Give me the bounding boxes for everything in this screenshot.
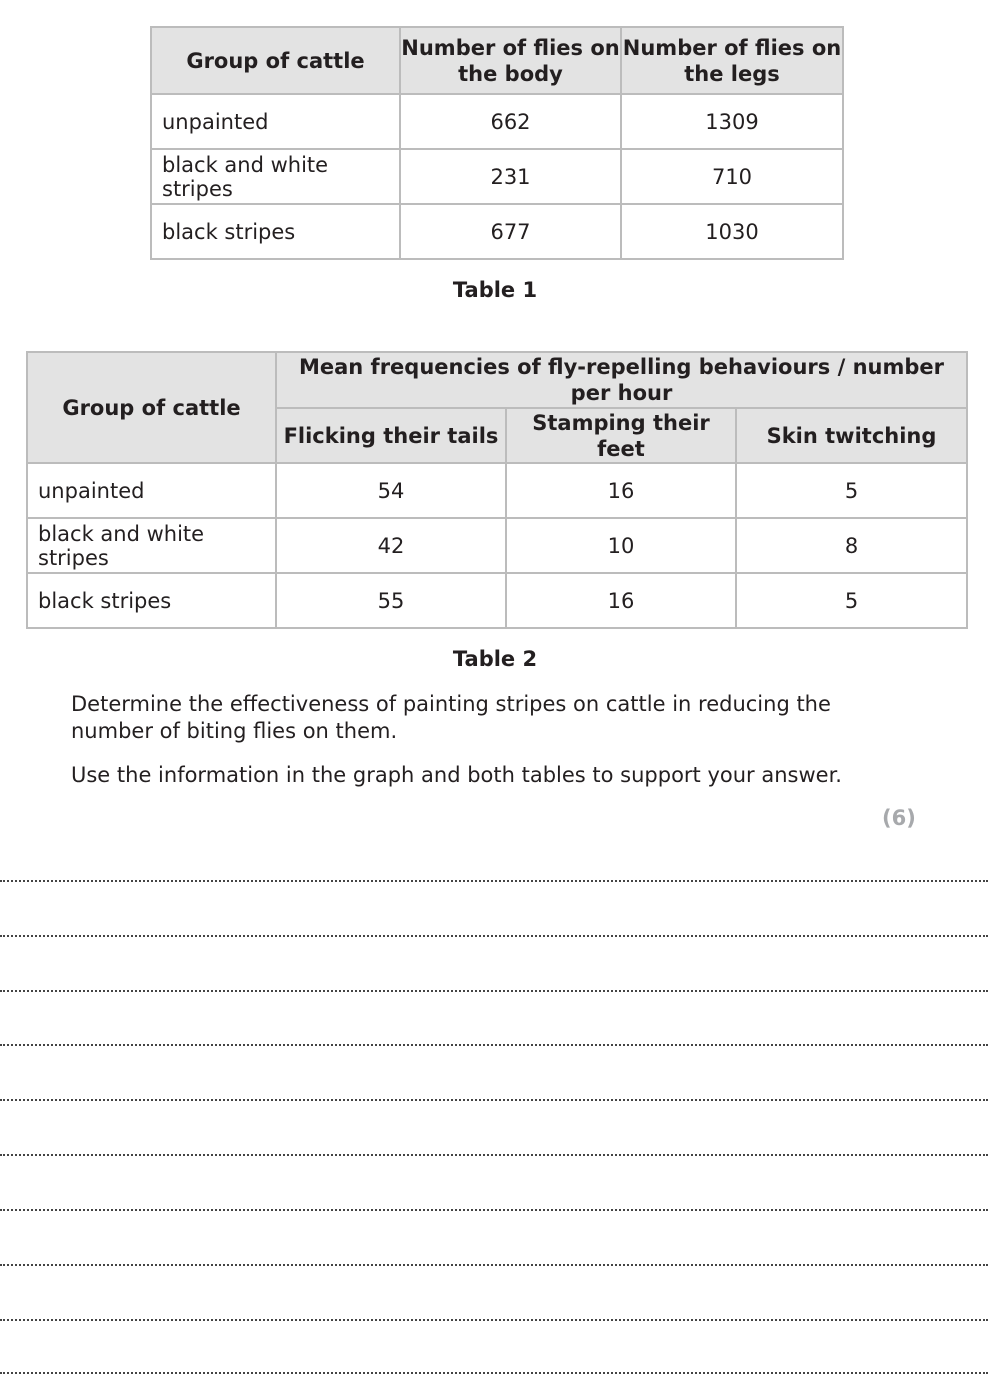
table-2-feet-cell: 16 (506, 463, 736, 518)
table-2-group-cell: black and white stripes (27, 518, 276, 573)
table-1-header-body: Number of flies on the body (400, 27, 621, 94)
answer-line (0, 1099, 988, 1101)
answer-line (0, 1264, 988, 1266)
answer-line (0, 935, 988, 937)
table-1 (150, 26, 844, 260)
table-row (151, 149, 843, 204)
table-row (151, 94, 843, 149)
table-1-header-group: Group of cattle (151, 27, 400, 94)
table-2 (26, 351, 968, 629)
table-2-header-skin: Skin twitching (736, 408, 967, 463)
table-1-legs-cell: 1309 (621, 94, 843, 149)
table-2-group-cell: black stripes (27, 573, 276, 628)
table-1-group-cell: black and white stripes (151, 149, 400, 204)
table-2-skin-cell: 8 (736, 518, 967, 573)
table-2-header-feet: Stamping their feet (506, 408, 736, 463)
table-2-feet-cell: 16 (506, 573, 736, 628)
answer-line (0, 990, 988, 992)
table-1-legs-cell: 710 (621, 149, 843, 204)
table-row (27, 463, 967, 518)
table-2-skin-cell: 5 (736, 463, 967, 518)
answer-line (0, 1044, 988, 1046)
table-2-group-cell: unpainted (27, 463, 276, 518)
question-text: Determine the effectiveness of painting stripes on cattle in reducing the number of biting flies on them. (71, 692, 831, 743)
answer-line (0, 1372, 988, 1374)
table-1-header-row (151, 27, 843, 94)
table-2-skin-cell: 5 (736, 573, 967, 628)
table-1-body-cell: 231 (400, 149, 621, 204)
table-2-super-header: Mean frequencies of fly-repelling behaviours / number per hour (276, 352, 967, 408)
table-1-legs-cell: 1030 (621, 204, 843, 259)
table-2-tails-cell: 42 (276, 518, 506, 573)
table-row (27, 573, 967, 628)
answer-line (0, 880, 988, 882)
table-1-body-cell: 662 (400, 94, 621, 149)
question-instruction: Use the information in the graph and both tables to support your answer. (71, 763, 842, 787)
answer-line (0, 1154, 988, 1156)
table-1-group-cell: black stripes (151, 204, 400, 259)
table-1-header-legs: Number of flies on the legs (621, 27, 843, 94)
table-2-feet-cell: 10 (506, 518, 736, 573)
table-2-tails-cell: 55 (276, 573, 506, 628)
table-1-group-cell: unpainted (151, 94, 400, 149)
table-2-header-group: Group of cattle (27, 352, 276, 463)
answer-line (0, 1209, 988, 1211)
table-2-header-tails: Flicking their tails (276, 408, 506, 463)
table-row (27, 518, 967, 573)
marks-label: (6) (882, 806, 916, 830)
table-2-header-row (27, 352, 967, 408)
table-1-body-cell: 677 (400, 204, 621, 259)
table-2-tails-cell: 54 (276, 463, 506, 518)
table-1-caption: Table 1 (452, 278, 538, 302)
table-row (151, 204, 843, 259)
table-2-caption: Table 2 (452, 647, 538, 671)
answer-line (0, 1319, 988, 1321)
